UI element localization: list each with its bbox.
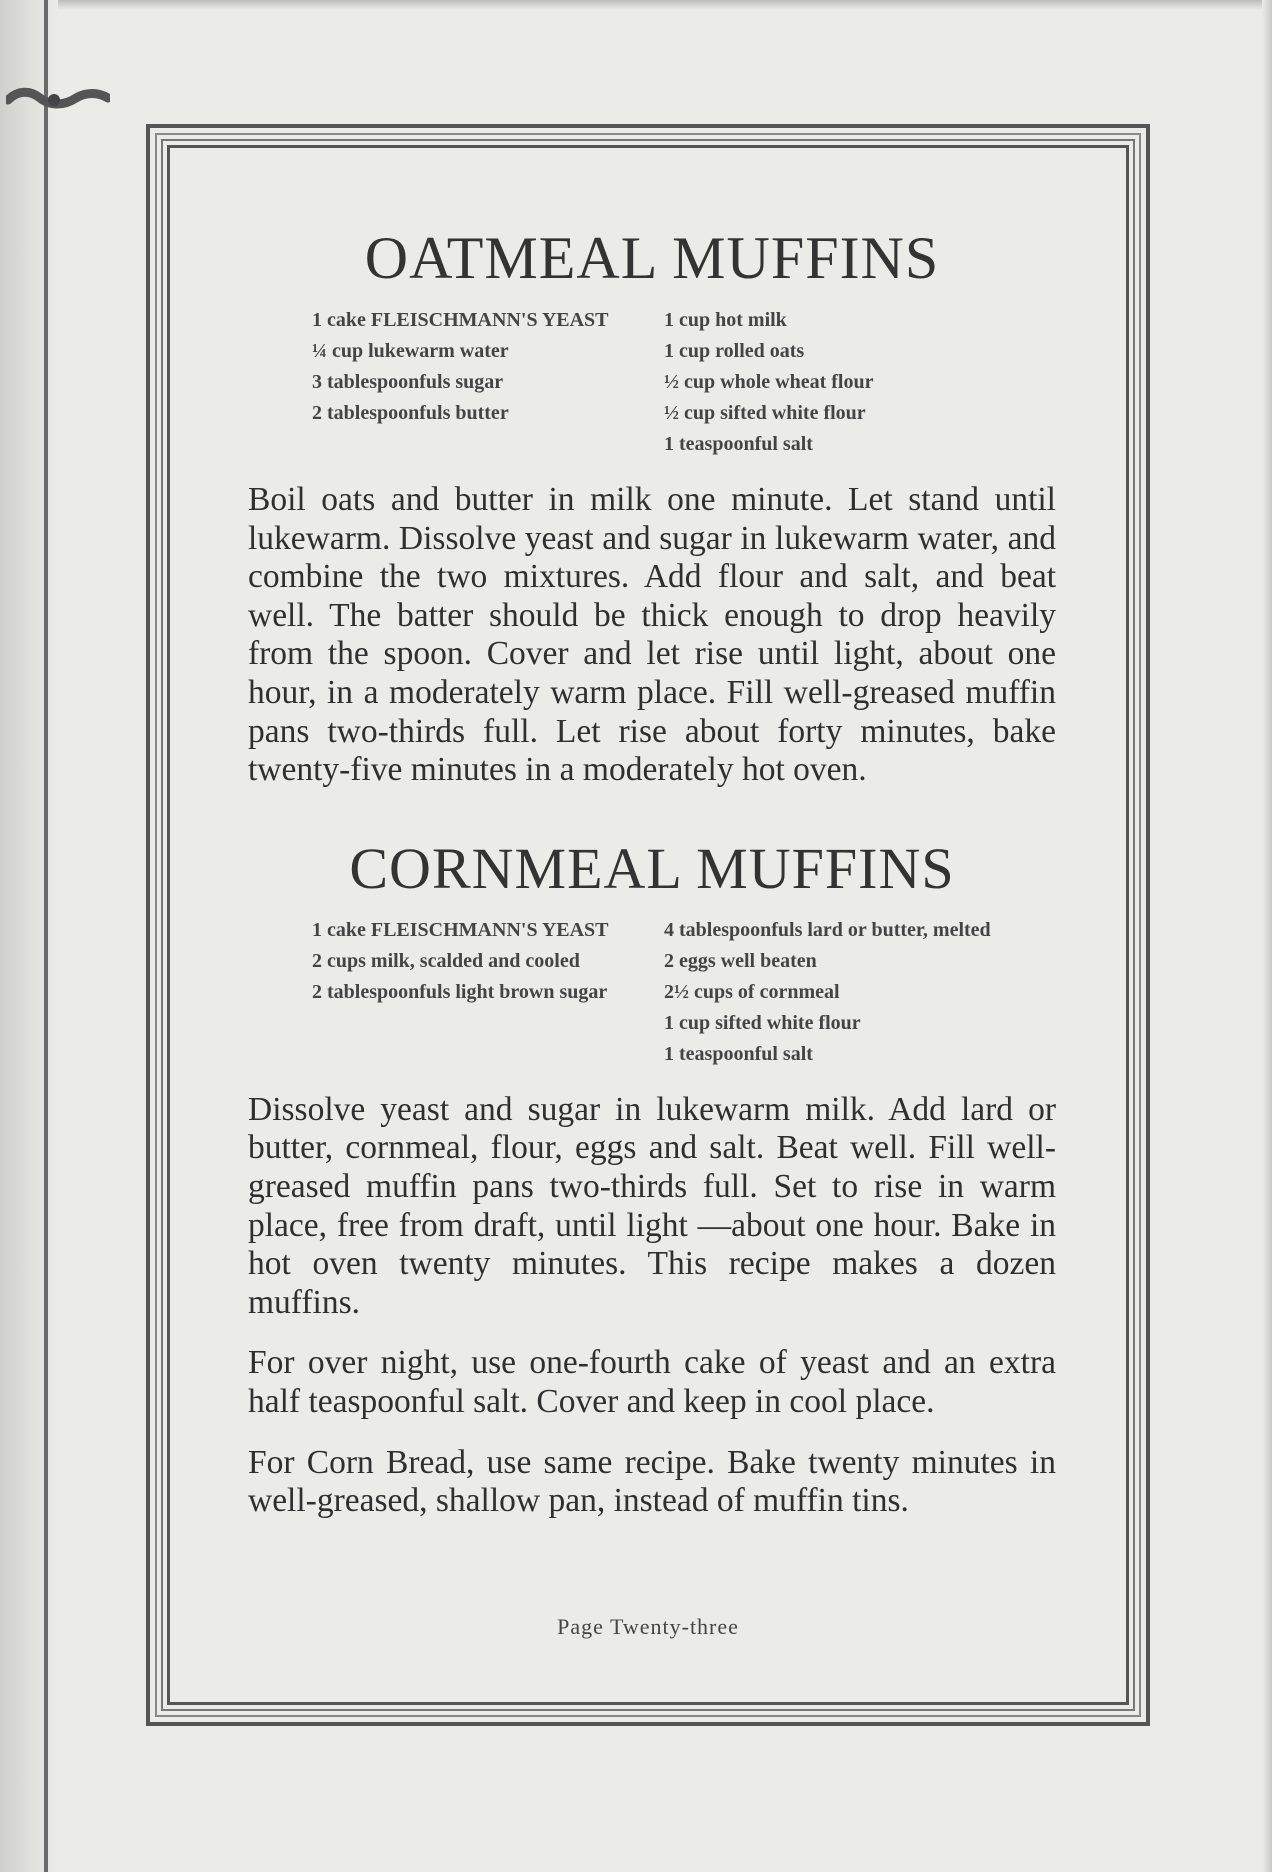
binding-thread bbox=[6, 86, 110, 112]
ingredient-item: 1 cup rolled oats bbox=[664, 340, 805, 362]
recipe-page-content bbox=[248, 225, 1056, 1521]
ingredient-item: 1 cup sifted white flour bbox=[664, 1011, 861, 1034]
ingredient-item: 1 teaspoonful salt bbox=[664, 433, 813, 455]
page-right-edge bbox=[1262, 0, 1272, 1872]
ingredient-item: 3 tablespoonfuls sugar bbox=[312, 371, 504, 393]
recipe-title: CORNMEAL MUFFINS bbox=[349, 835, 955, 901]
recipe-title: OATMEAL MUFFINS bbox=[364, 225, 940, 291]
ingredient-item: 1 cup hot milk bbox=[664, 309, 787, 331]
recipe-directions: Dissolve yeast and sugar in lukewarm milk. Add lard or butter, cornmeal, flour, eggs and salt. Beat well. Fill well-greased muffin pans two-thirds full. Set to rise in warm place, free from draft, until light —about one hour. Bake in hot oven twenty minutes. This recipe makes a dozen muffins. bbox=[248, 1090, 1056, 1321]
ingredient-item: 2 eggs well beaten bbox=[664, 949, 817, 972]
ingredient-item: ¼ cup lukewarm water bbox=[312, 340, 509, 362]
recipe-cornmeal-muffins bbox=[248, 835, 1056, 1521]
ingredient-item: 2 tablespoonfuls butter bbox=[312, 402, 509, 424]
ingredients-list bbox=[248, 308, 1056, 463]
recipe-note-overnight: For over night, use one-fourth cake of yeast and an extra half teaspoonful salt. Cover and keep in cool place. bbox=[248, 1344, 1056, 1420]
ingredient-item: 1 cake FLEISCHMANN'S YEAST bbox=[312, 309, 609, 331]
ingredient-item: 2 tablespoonfuls light brown sugar bbox=[312, 980, 608, 1003]
ingredients-column-left bbox=[312, 308, 642, 463]
binding-line bbox=[44, 0, 48, 1872]
ingredient-item: 2 cups milk, scalded and cooled bbox=[312, 949, 580, 972]
ingredient-item: 1 teaspoonful salt bbox=[664, 1042, 813, 1065]
book-spine bbox=[0, 0, 58, 1872]
ingredients-column-right bbox=[664, 308, 1004, 463]
ingredient-item: ½ cup whole wheat flour bbox=[664, 371, 874, 393]
ingredient-item: 1 cake FLEISCHMANN'S YEAST bbox=[312, 918, 609, 941]
ingredient-item: 4 tablespoonfuls lard or butter, melted bbox=[664, 918, 991, 941]
ingredient-item: 2½ cups of cornmeal bbox=[664, 980, 840, 1003]
page-number: Page Twenty-three bbox=[557, 1614, 739, 1639]
recipe-directions: Boil oats and butter in milk one minute. Let stand until lukewarm. Dissolve yeast and sugar in lukewarm water, and combine the two mixtures. Add flour and salt, and beat well. The batter should be thick enough to drop heavily from the spoon. Cover and let rise until light, about one hour, in a moderately warm place. Fill well-greased muffin pans two-thirds full. Let rise about forty minutes, bake twenty-five minutes in a moderately hot oven. bbox=[248, 481, 1056, 789]
ingredient-item: ½ cup sifted white flour bbox=[664, 402, 866, 424]
recipe-note-corn-bread: For Corn Bread, use same recipe. Bake twenty minutes in well-greased, shallow pan, instead of muffin tins. bbox=[248, 1443, 1056, 1520]
ingredients-column-right bbox=[664, 918, 1004, 1073]
ingredients-list bbox=[248, 918, 1056, 1073]
page-top-shadow bbox=[0, 0, 1272, 10]
recipe-oatmeal-muffins bbox=[248, 225, 1056, 790]
ingredients-column-left bbox=[312, 918, 642, 1073]
